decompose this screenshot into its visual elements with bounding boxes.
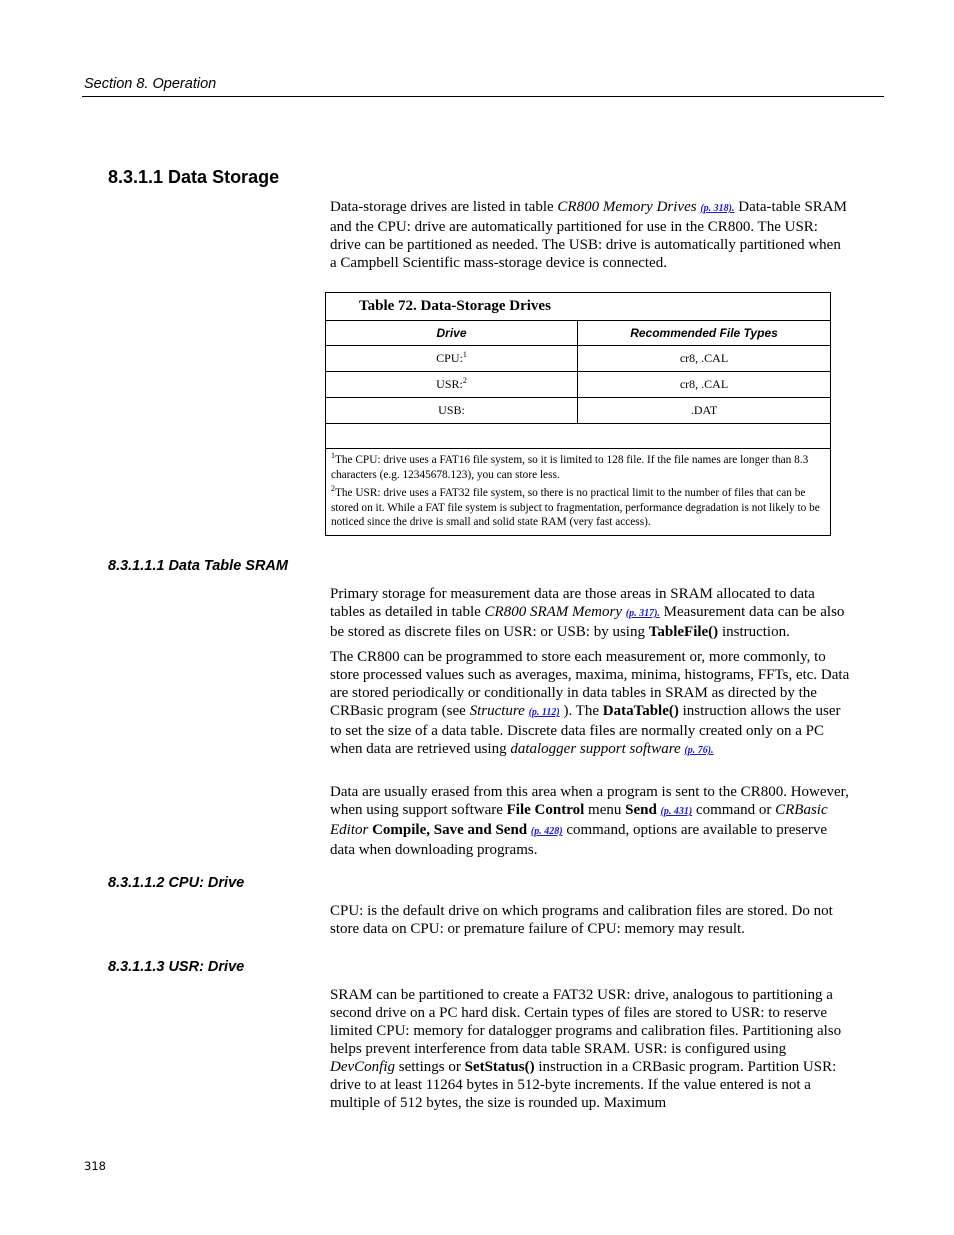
page-number: 318 [84,1159,106,1173]
page-ref-link[interactable]: (p. 428) [530,826,563,837]
table-row [326,398,831,424]
page-ref-link[interactable]: (p. 112) [528,707,560,718]
table-caption: Table 72. Data-Storage Drives [326,293,831,321]
cpu-paragraph: CPU: is the default drive on which programs and calibration files are stored. Do not store data on CPU: or premature failure of CPU: memory may result. [330,903,833,937]
page-ref-link[interactable]: (p. 318). [700,203,735,214]
subheading-cpu-drive: 8.3.1.1.2 CPU: Drive [108,875,245,891]
footnote: $^1$The CPU: drive uses a FAT16 file system, so it is limited to 128 file. If the file names are longer than 8.3 characters (e.g. 12345678.123), you can store less. [331,451,809,481]
usr-paragraph: SRAM can be partitioned to create a FAT32 USR: drive, analogous to partitioning a second drive on a PC hard disk. Certain types of files are stored to USR: to reserve limited CPU: memory for datalogger programs and calibration files. Partitioning also helps prevent interference from data table SRAM. USR: is configured using DevConfig settings or SetStatus() instruction in a CRBasic program. Partition USR: drive to at least 11264 bytes in 512-byte increments. If the value entered is not a multiple of 512 bytes, the size is rounded up. Maximum [330,987,842,1111]
file-types-cell: .DAT [578,398,831,424]
blank-row [326,424,831,449]
drive-cell: USB: [326,398,578,424]
drive-cell: USR:$^2$ [326,372,578,398]
file-types-cell: cr8, .CAL [578,372,831,398]
running-header: Section 8. Operation [84,76,217,92]
page-ref-link[interactable]: (p. 317). [625,608,660,619]
subheading-data-table-sram: 8.3.1.1.1 Data Table SRAM [108,558,288,574]
file-types-cell: cr8, .CAL [578,346,831,372]
data-storage-drives-table [325,292,831,536]
header-divider [82,96,884,97]
sram-paragraph-3: Data are usually erased from this area when a program is sent to the CR800. However, when using support software File Control menu Send (p. 431) command or CRBasic Editor Compile, Save and Send (p. 428) command, options are available to preserve data when downloading programs. [330,784,849,858]
column-header-drive: Drive [326,321,578,346]
subheading-usr-drive: 8.3.1.1.3 USR: Drive [108,959,245,975]
table-footnotes [326,449,831,536]
page-ref-link[interactable]: (p. 76). [684,745,714,756]
footnote: $^2$The USR: drive uses a FAT32 file system, so there is no practical limit to the number of files that can be stored on it. While a FAT file system is subject to fragmentation, performance degradation is not likely to be noticed since the drive is small and solid state RAM (very fast access). [331,484,820,529]
section-heading: 8.3.1.1 Data Storage [108,167,280,187]
column-header-file-types: Recommended File Types [578,321,831,346]
sram-paragraph-2: The CR800 can be programmed to store each measurement or, more commonly, to store processed values such as averages, maxima, minima, histograms, FFTs, etc. Data are stored periodically or conditionally in data tables in SRAM as directed by the CRBasic program (see Structure (p. 112) ). The DataTable() instruction allows the user to set the size of a data table. Discrete data files are normally created only on a PC when data are retrieved using datalogger support software (p. 76). [330,649,850,757]
table-row [326,372,831,398]
intro-paragraph: Data-storage drives are listed in table CR800 Memory Drives (p. 318). Data-table SRAM and the CPU: drive are automatically partitioned for use in the CR800. The USR: drive can be partitioned as needed. The USB: drive is automatically partitioned when a Campbell Scientific mass-storage device is connected. [330,199,847,271]
page-ref-link[interactable]: (p. 431) [660,806,693,817]
table-row [326,346,831,372]
sram-paragraph-1: Primary storage for measurement data are those areas in SRAM allocated to data tables as detailed in table CR800 SRAM Memory (p. 317). Measurement data can be also be stored as discrete files on USR: or USB: by using TableFile() instruction. [330,586,845,640]
drive-cell: CPU:$^1$ [326,346,578,372]
